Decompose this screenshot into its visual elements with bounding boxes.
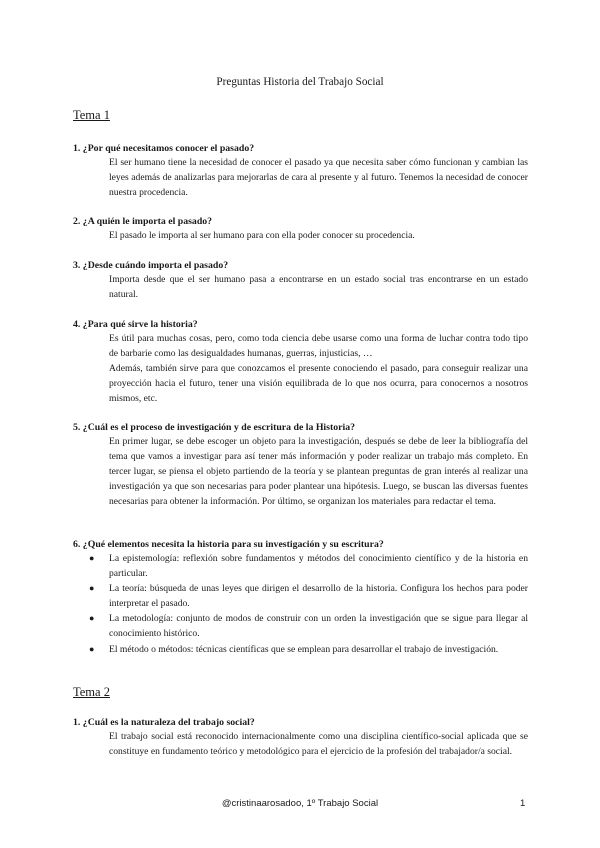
question-heading: 4. ¿Para qué sirve la historia? bbox=[73, 319, 198, 330]
bullet-text: La metodología: conjunto de modos de construir con un orden la investigación que se sigue para llegar al conocimiento histórico. bbox=[109, 613, 528, 640]
page-number: 1 bbox=[520, 798, 526, 809]
answer bbox=[109, 228, 528, 243]
answer bbox=[109, 155, 528, 200]
question-1-2 bbox=[73, 215, 528, 243]
question-1-5 bbox=[73, 421, 528, 509]
bullet-dot-icon: ● bbox=[89, 553, 95, 563]
question-heading: 1. ¿Por qué necesitamos conocer el pasado? bbox=[73, 143, 255, 154]
answer bbox=[109, 272, 528, 302]
question-1-6 bbox=[73, 538, 528, 657]
answer-paragraph: Además, también sirve para que conozcamos el presente conociendo el pasado, para conseguir realizar una proyección hacia el futuro, tener una visión equilibrada de lo que nos ocurra, para conocernos a nosotros mismos, etc. bbox=[109, 363, 528, 405]
answer-paragraph: El ser humano tiene la necesidad de conocer el pasado ya que necesita saber cómo funcionan y cambian las leyes además de analizarlas para mejorarlas de cara al presente y al futuro. Tenemos la necesidad de conocer nuestra procedencia. bbox=[109, 157, 528, 199]
answer-paragraph: En primer lugar, se debe escoger un objeto para la investigación, después se debe de leer la bibliografía del tema que vamos a investigar para así tener más información y poder realizar un trabajo más completo. En tercer lugar, se piensa el objeto partiendo de la teoría y se plantean preguntas de gran interés al realizar una investigación ya que son necesarias para poder plantear una hipótesis. Luego, se buscan las diversas fuentes necesarias para obtener la información. Por último, se organizan los materiales para redactar el tema. bbox=[109, 436, 528, 508]
bullet-item bbox=[73, 642, 528, 657]
bullet-text: El método o métodos: técnicas científicas que se emplean para desarrollar el trabajo de investigación. bbox=[109, 643, 499, 655]
bullet-text: La teoría: búsqueda de unas leyes que dirigen el desarrollo de la historia. Configura los hechos para poder interpretar el pasado. bbox=[109, 583, 528, 610]
section-title-tema-1: Tema 1 bbox=[73, 108, 110, 122]
answer-paragraph: Importa desde que el ser humano pasa a encontrarse en un estado social tras encontrarse en un estado natural. bbox=[109, 274, 528, 301]
question-1-4 bbox=[73, 318, 528, 406]
footer-credit: @cristinaarosadoo, 1º Trabajo Social bbox=[221, 798, 379, 809]
bullet-item bbox=[73, 581, 528, 611]
bullet-text: La epistemología: reflexión sobre fundamentos y métodos del conocimiento científico y de la historia en particular. bbox=[109, 553, 528, 580]
answer bbox=[109, 331, 528, 406]
bullet-dot-icon: ● bbox=[89, 583, 95, 594]
question-heading: 2. ¿A quién le importa el pasado? bbox=[73, 216, 213, 227]
answer-paragraph: El trabajo social está reconocido internacionalmente como una disciplina científico-social aplicada que se constituye en fundamento teórico y metodológico para el ejercicio de la profesión del trabajador/a social. bbox=[109, 731, 528, 758]
bullet-list bbox=[73, 551, 528, 657]
bullet-dot-icon: ● bbox=[89, 643, 95, 654]
answer bbox=[109, 434, 528, 509]
answer-paragraph: Es útil para muchas cosas, pero, como toda ciencia debe usarse como una forma de luchar contra todo tipo de barbarie como las desigualdades humanas, guerras, injusticias, … bbox=[109, 333, 528, 360]
question-heading: 3. ¿Desde cuándo importa el pasado? bbox=[73, 260, 229, 271]
question-heading: 6. ¿Qué elementos necesita la historia para su investigación y su escritura? bbox=[73, 539, 384, 550]
bullet-item bbox=[73, 551, 528, 581]
question-1-1 bbox=[73, 142, 528, 200]
question-heading: 5. ¿Cuál es el proceso de investigación y de escritura de la Historia? bbox=[73, 422, 355, 433]
question-1-3 bbox=[73, 259, 528, 302]
question-2-1 bbox=[73, 716, 528, 759]
document-title: Preguntas Historia del Trabajo Social bbox=[216, 76, 384, 88]
question-heading: 1. ¿Cuál es la naturaleza del trabajo social? bbox=[73, 717, 255, 728]
bullet-item bbox=[73, 611, 528, 641]
section-title-tema-2: Tema 2 bbox=[73, 685, 110, 699]
answer bbox=[109, 729, 528, 759]
answer-paragraph: El pasado le importa al ser humano para con ella poder conocer su procedencia. bbox=[109, 230, 415, 241]
bullet-dot-icon: ● bbox=[89, 613, 95, 624]
